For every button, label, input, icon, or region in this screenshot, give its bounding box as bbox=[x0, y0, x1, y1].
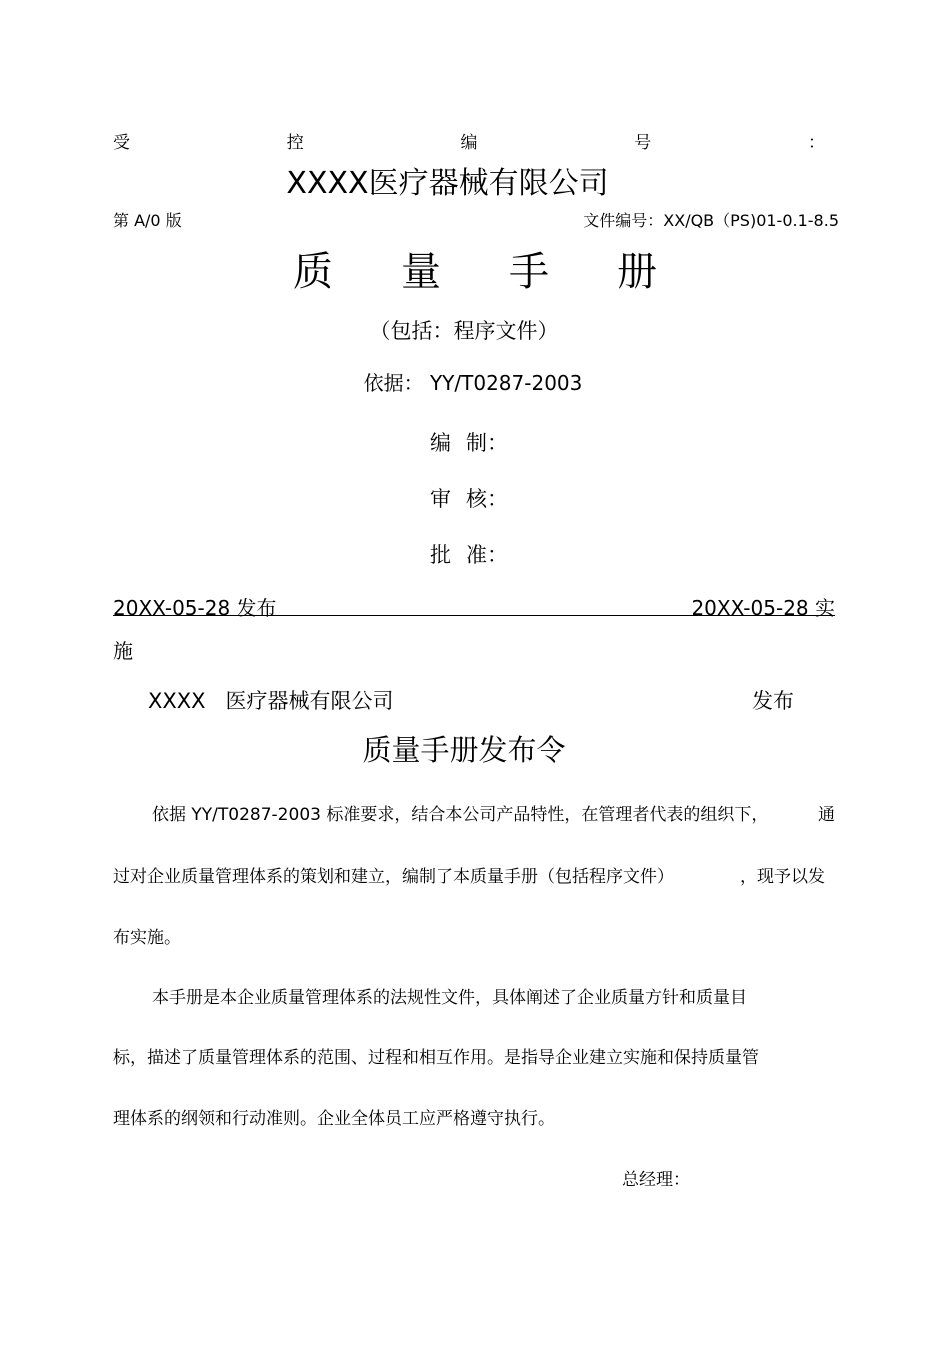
implementation-date: 20XX-05-28 实 bbox=[691, 596, 835, 620]
signature-reviewed bbox=[430, 489, 508, 510]
controlled-number-char: 控 bbox=[286, 133, 304, 153]
order-paragraph-line: 理体系的纲领和行动准则。企业全体员工应严格遵守执行。 bbox=[113, 1109, 555, 1129]
publisher-action: 发布 bbox=[752, 689, 794, 713]
order-paragraph-line: 依据 YY/T0287-2003 标准要求，结合本公司产品特性，在管理者代表的组织下， bbox=[152, 805, 769, 825]
signature-label-char: 制： bbox=[466, 431, 508, 455]
signature-approved bbox=[430, 545, 508, 566]
document-number: 文件编号：XX/QB（PS)01-0.1-8.5 bbox=[583, 211, 839, 230]
general-manager-signature: 总经理： bbox=[622, 1170, 690, 1190]
manual-title-char: 质 bbox=[293, 249, 333, 295]
issue-date-row bbox=[113, 592, 835, 620]
controlled-number-char: 编 bbox=[460, 133, 478, 153]
standard-basis: 依据： YY/T0287-2003 bbox=[363, 371, 583, 395]
order-paragraph-line: 布实施。 bbox=[113, 928, 181, 948]
manual-title-char: 量 bbox=[401, 249, 441, 295]
signature-label-char: 核： bbox=[466, 487, 508, 511]
order-paragraph-line: ，现予以发 bbox=[740, 867, 825, 887]
signature-compiled bbox=[430, 433, 508, 454]
signature-label-char: 批 bbox=[430, 543, 451, 567]
signature-label-char: 编 bbox=[430, 431, 451, 455]
publisher-company bbox=[148, 691, 394, 712]
manual-subtitle: （包括：程序文件） bbox=[369, 319, 559, 343]
version-label: 第 A/0 版 bbox=[113, 211, 182, 230]
publisher-name: 医疗器械有限公司 bbox=[225, 689, 394, 713]
manual-title-char: 手 bbox=[509, 249, 549, 295]
manual-title-char: 册 bbox=[617, 249, 657, 295]
signature-label-char: 准： bbox=[466, 543, 508, 567]
order-paragraph-line: 标，描述了质量管理体系的范围、过程和相互作用。是指导企业建立实施和保持质量管 bbox=[113, 1048, 759, 1068]
implementation-date-tail: 施 bbox=[113, 639, 133, 663]
controlled-number-char: 受 bbox=[113, 133, 130, 153]
publisher-prefix: XXXX bbox=[148, 689, 206, 713]
order-paragraph-line: 本手册是本企业质量管理体系的法规性文件，具体阐述了企业质量方针和质量目 bbox=[152, 988, 747, 1008]
order-paragraph-line: 过对企业质量管理体系的策划和建立，编制了本质量手册（包括程序文件） bbox=[113, 867, 674, 887]
controlled-number-row bbox=[113, 128, 825, 153]
company-title: XXXX医疗器械有限公司 bbox=[286, 166, 609, 201]
manual-title bbox=[0, 249, 950, 295]
controlled-number-char: ： bbox=[808, 133, 825, 153]
order-paragraph-line: 通 bbox=[818, 805, 835, 825]
controlled-number-char: 号 bbox=[634, 133, 652, 153]
order-title: 质量手册发布令 bbox=[362, 733, 566, 767]
issue-date: 20XX-05-28 发布 bbox=[113, 596, 277, 620]
signature-label-char: 审 bbox=[430, 487, 451, 511]
